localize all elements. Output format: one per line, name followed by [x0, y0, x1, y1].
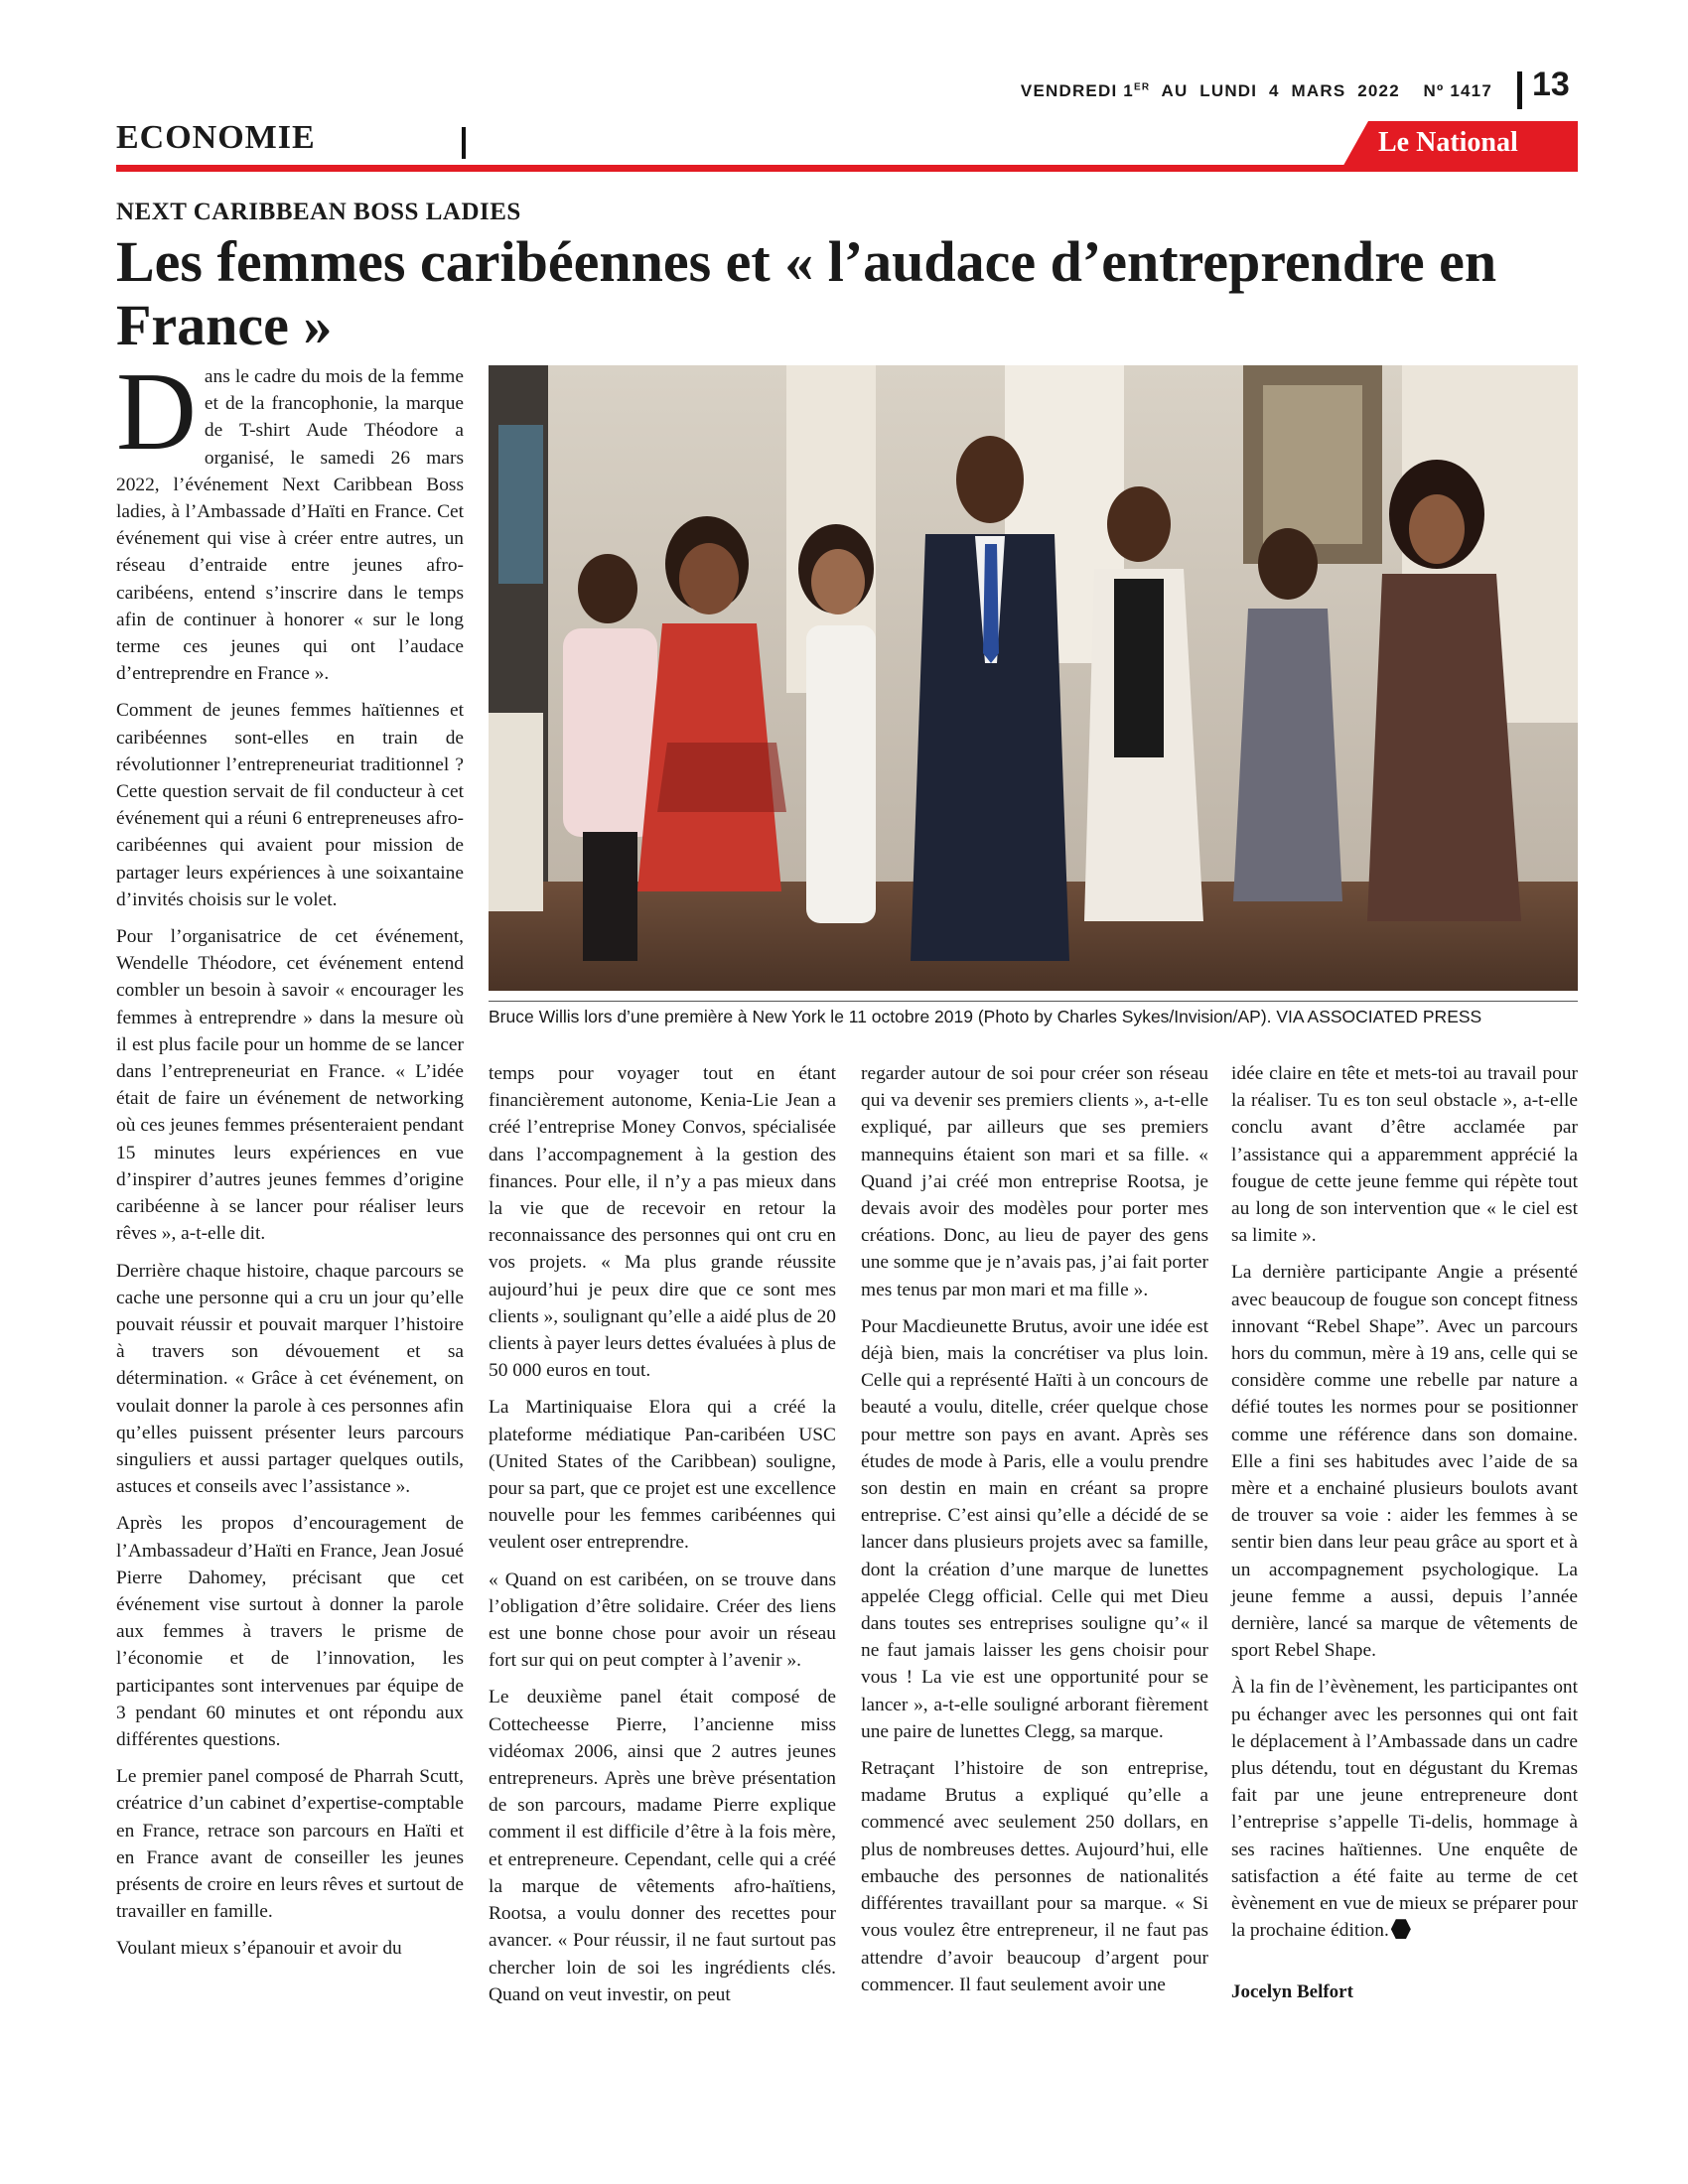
article-paragraph: Après les propos d’encouragement de l’Ambassadeur d’Haïti en France, Jean Josué Pierre Dahomey, précisant que cet événement vise surtout à donner la parole aux femmes à travers le prisme de l’économie et de l’innovation, les participantes sont intervenues par équipe de 3 pendant 60 minutes et ont répondu aux différentes questions. [116, 1513, 464, 1750]
article-column-1 [116, 350, 464, 1973]
event-photo [489, 365, 1578, 991]
section-title: ECONOMIE [116, 119, 316, 156]
section-divider [462, 127, 466, 159]
article-kicker: NEXT CARIBBEAN BOSS LADIES [116, 199, 521, 225]
paragraph-text: ans le cadre du mois de la femme et de la francophonie, la marque de T-shirt Aude Théodore a organisé, le samedi 26 mars 2022, l’événement Next Caribbean Boss ladies, à l’Ambassade d’Haïti en France. Cet événement qui vise à créer entre autres, un réseau d’entraide entre jeunes afro-caribéens, entend s’inscrire dans le temps afin de continuer à honorer « sur le long terme ces jeunes qui ont l’audace d’entreprendre en France ». [116, 366, 464, 685]
article-paragraph: idée claire en tête et mets-toi au travail pour la réaliser. Tu es ton seul obstacle », a-t-elle conclu avant d’être acclamée par l’assistance qui a apparemment apprécié la fougue de cette jeune femme qui répète tout au long de son intervention que « le ciel est sa limite ». [1231, 1063, 1578, 1247]
article-paragraph [116, 350, 464, 687]
article-paragraph: La Martiniquaise Elora qui a créé la plateforme médiatique Pan-caribéen USC (United States of the Caribbean) souligne, pour sa part, que ce projet est une excellence nouvelle pour les femmes caribéennes qui veulent oser entreprendre. [489, 1397, 836, 1554]
end-mark-icon [1391, 1919, 1411, 1939]
article-paragraph: Pour Macdieunette Brutus, avoir une idée est déjà bien, mais la concrétiser va plus loin. Celle qui a représenté Haïti à un concours de beauté a voulu, ditelle, créer quelque chose pour mettre son pays en avant. Après ses études de mode à Paris, elle a voulu prendre son destin en main en créant sa propre entreprise. C’est ainsi qu’elle a décidé de se lancer dans plusieurs projets avec sa famille, dont la création d’une marque de lunettes appelée Clegg official. Celle qui met Dieu dans toutes ses entreprises souligne qu’« il ne faut jamais laisser les gens choisir pour vous ! La vie est une opportunité pour se lancer », a-t-elle souligné arborant fièrement une paire de lunettes Clegg, sa marque. [861, 1315, 1208, 1742]
article-paragraph: La dernière participante Angie a présenté avec beaucoup de fougue son concept fitness innovant “Rebel Shape”. Avec un parcours hors du commun, mère à 19 ans, celle qui se considère comme une rebelle par nature a défié toutes les normes pour se positionner comme une référence dans son domaine. Elle a fini ses habitudes avec l’aide de sa mère et a enchainé plusieurs boulots avant de trouver sa voie : aider les femmes à se sentir bien dans leur peau grâce au sport et à un accompagnement psychologique. La jeune femme a aussi, depuis l’année dernière, lancé sa marque de vêtements de sport Rebel Shape. [1231, 1262, 1578, 1662]
article-paragraph: Le premier panel composé de Pharrah Scutt, créatrice d’un cabinet d’expertise-comptable en France, retrace son parcours en Haïti et en France avant de conseiller les jeunes présents de croire en leurs rêves et surtout de travailler en famille. [116, 1766, 464, 1923]
caption-rule [489, 1001, 1578, 1002]
article-column-4 [1231, 1060, 1578, 2005]
article-paragraph: Derrière chaque histoire, chaque parcours se cache une personne qui a cru un jour qu’elle pouvait réussir et pouvait marquer l’histoire à travers son dévouement et sa détermination. « Grâce à cet événement, on voulait donner la parole à ces personnes afin qu’elles puissent présenter leurs parcours singuliers et aussi partager quelques outils, astuces et conseils avec l’assistance ». [116, 1260, 464, 1498]
drop-cap: D [116, 350, 197, 474]
page-number: 13 [1532, 66, 1570, 103]
article-paragraph: « Quand on est caribéen, on se trouve dans l’obligation d’être solidaire. Créer des liens est une bonne chose pour avoir un réseau fort sur qui on peut compter à l’avenir ». [489, 1569, 836, 1672]
article-paragraph: Le deuxième panel était composé de Cottecheesse Pierre, l’ancienne miss vidéomax 2006, ainsi que 2 autres jeunes entrepreneurs. Après une brève présentation de son parcours, madame Pierre explique comment il est difficile d’être à la fois mère, et entrepreneure. Cependant, celle qui a créé la marque de vêtements afro-haïtiens, Rootsa, a voulu donner des recettes pour avancer. « Pour réussir, il ne faut surtout pas chercher loin de soi les ingrédients clés. Quand on veut investir, on peut [489, 1687, 836, 2005]
article-paragraph: Retraçant l’histoire de son entreprise, madame Brutus a expliqué qu’elle a commencé avec seulement 250 dollars, en plus de nombreuses dettes. Aujourd’hui, elle embauche des personnes de nationalités différentes travaillant pour sa marque. « Si vous voulez être entrepreneur, il ne faut pas attendre d’avoir beaucoup d’argent pour commencer. Il faut seulement avoir une [861, 1758, 1208, 1995]
brand-name: Le National [1378, 127, 1518, 158]
red-rule [116, 165, 1578, 172]
dateline-rest: AU LUNDI 4 MARS 2022 Nº 1417 [1150, 81, 1492, 100]
dateline-day: VENDREDI 1 [1020, 81, 1134, 100]
paragraph-text: À la fin de l’èvènement, les participantes ont pu échanger avec les personnes qui ont fait le déplacement à l’Ambassade dans un cadre plus détendu, tout en dégustant du Kremas fait par une jeune entrepreneure dont l’entreprise s’appelle Ti-delis, hommage à ses racines haïtiennes. Une enquête de satisfaction a été faite au terme de cet èvènement en vue de mieux se préparer pour la prochaine édition. [1231, 1677, 1578, 1942]
article-column-3 [861, 1060, 1208, 2008]
dateline [968, 81, 1492, 101]
photo-caption: Bruce Willis lors d’une première à New York le 11 octobre 2019 (Photo by Charles Sykes/Invision/AP). VIA ASSOCIATED PRESS [489, 1007, 1482, 1026]
article-paragraph: Pour l’organisatrice de cet événement, Wendelle Théodore, cet événement entend combler un besoin à savoir « encourager les femmes à entreprendre » dans la mesure où il est plus facile pour un homme de se lancer dans l’entrepreneuriat en France. « L’idée était de faire un événement de networking où ces jeunes femmes présenteraient pendant 15 minutes leurs expériences en vue d’inspirer d’autres jeunes femmes d’origine caribéenne à se lancer pour réaliser leurs rêves », a-t-elle dit. [116, 926, 464, 1245]
article-paragraph: regarder autour de soi pour créer son réseau qui va devenir ses premiers clients », a-t-elle expliqué, par ailleurs que ses premiers mannequins étaient son mari et sa fille. « Quand j’ai créé mon entreprise Rootsa, je devais avoir des modèles pour porter mes créations. Donc, au lieu de payer des gens une somme que je n’avais pas, j’ai fait porter mes tenus par mon mari et ma fille ». [861, 1063, 1208, 1300]
article-paragraph: Comment de jeunes femmes haïtiennes et caribéennes sont-elles en train de révolutionner l’entrepreneuriat traditionnel ? Cette question servait de fil conducteur à cet événement qui a réuni 6 entrepreneuses afro-caribéennes qui avaient pour mission de partager leurs expériences à une soixantaine d’invités choisis sur le volet. [116, 700, 464, 910]
dateline-superscript: ER [1133, 81, 1151, 93]
article-paragraph [1231, 1674, 1578, 1944]
article-paragraph: temps pour voyager tout en étant financièrement autonome, Kenia-Lie Jean a créé l’entreprise Money Convos, spécialisée dans l’accompagnement à la gestion des finances. Pour elle, il n’y a pas mieux dans la vie que de recevoir en retour la reconnaissance des personnes qui ont cru en vos projets. « Ma plus grande réussite aujourd’hui je peux dire que ce sont mes clients », soulignant qu’elle a aidé plus de 20 clients à payer leurs dettes évaluées à plus de 50 000 euros en tout. [489, 1063, 836, 1382]
author-byline: Jocelyn Belfort [1231, 1980, 1353, 2002]
article-title: Les femmes caribéennes et « l’audace d’entreprendre en France » [116, 229, 1497, 357]
group-photo-illustration [489, 365, 1578, 991]
article-column-2 [489, 1060, 836, 2018]
page-number-divider [1517, 71, 1522, 109]
article-paragraph: Voulant mieux s’épanouir et avoir du [116, 1938, 402, 1960]
